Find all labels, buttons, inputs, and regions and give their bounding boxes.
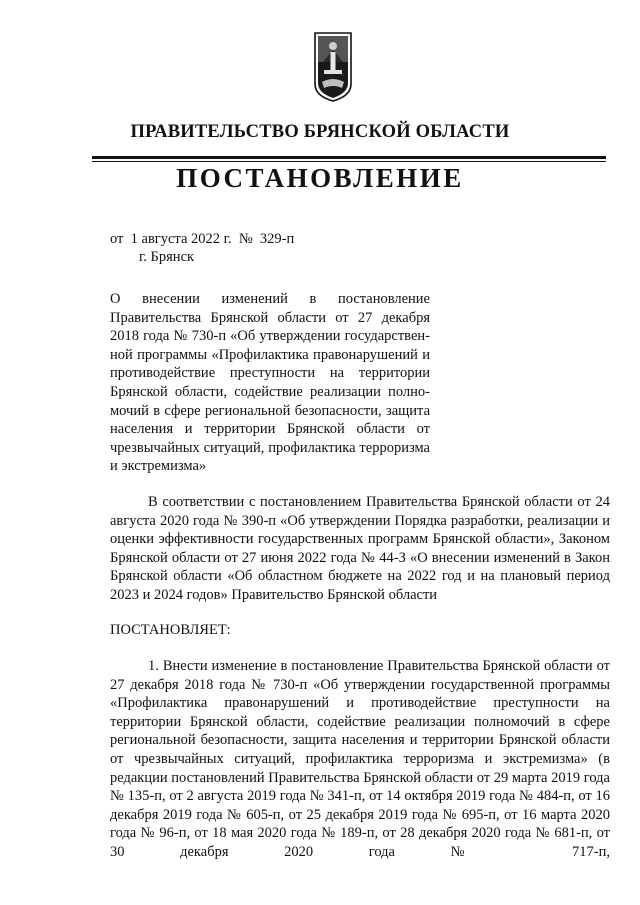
clause-1-paragraph: 1. Внести изменение в постановление Правительства Брянской области от 27 декабря 2018 года № 730-п «Об утверждении государственной программы «Профилактика правонарушений и противодействие преступности на территории Брянской области, содействие реализации полномочий в сфере региональной безопасности, защита населения и территории Брянской области от чрезвычайных ситуаций, профилактика терроризма и экстремизма» (в редакции постановлений Правительства Брянской области от 29 марта 2019 года № 135-п, от 2 августа 2019 года № 341-п, от 14 октября 2019 года № 484-п, от 16 декабря 2019 года № 605-п, от 25 декабря 2019 года № 695-п, от 16 марта 2020 года № 96-п, от 18 мая 2020 года № 189-п, от 28 декабря 2020 года № 681-п, от 30 декабря 2020 года № 717-п, <box>110 658 610 860</box>
document-type-title: ПОСТАНОВЛЕНИЕ <box>176 163 464 193</box>
header-rule-thin <box>92 161 606 162</box>
preamble-paragraph: В соответствии с постановлением Правительства Брянской области от 24 августа 2020 года № 390-п «Об утверждении Порядка разработки, реализации и оценки эффективности государственных программ Брянской области», Законом Брянской области от 27 июня 2022 года № 44-З «О внесении изменений в Закон Брянской области «Об областном бюджете на 2022 год и на плановый период 2023 и 2024 годов» Правительство Брянской области <box>110 494 610 603</box>
resolves-heading: ПОСТАНОВЛЯЕТ: <box>110 622 231 638</box>
date-and-number: от 1 августа 2022 г. № 329-п <box>110 231 295 247</box>
city: г. Брянск <box>139 249 195 265</box>
coat-of-arms-icon <box>314 32 352 102</box>
document-subject: О внесении изменений в постановление Правительства Брянской области от 27 декабря 2018 года № 730-п «Об утверждении государственной программы «Профилактика правонарушений и противодействие преступности на территории Брянской области, содействие реализации полномочий в сфере региональной безопасности, защита населения и территории Брянской области от чрезвычайных ситуаций, профилактика терроризма и экстремизма» <box>110 291 430 475</box>
header-rule-thick <box>92 156 606 159</box>
government-name: ПРАВИТЕЛЬСТВО БРЯНСКОЙ ОБЛАСТИ <box>130 122 510 142</box>
